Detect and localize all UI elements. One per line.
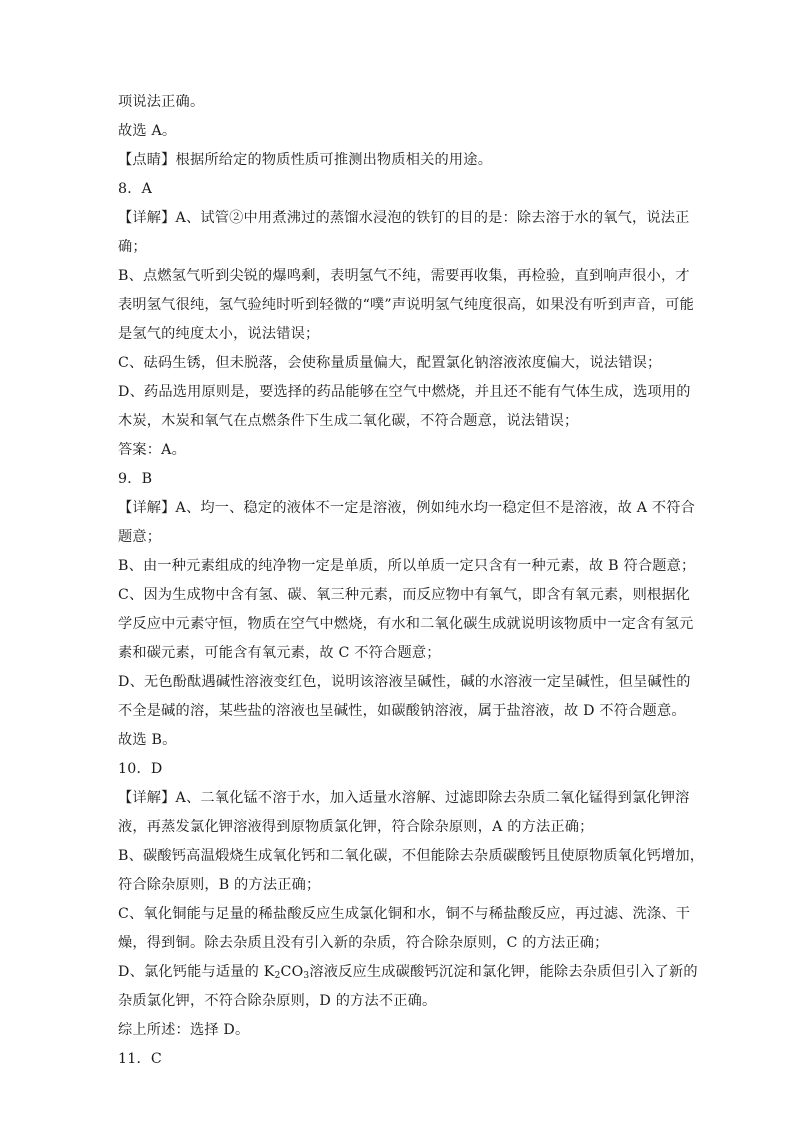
text-line: 【详解】A、试管②中用煮沸过的蒸馏水浸泡的铁钉的目的是：除去溶于水的氧气，说法正 <box>118 210 690 226</box>
text-line: 燥，得到铜。除去杂质且没有引入新的杂质，符合除杂原则，C 的方法正确； <box>118 935 609 951</box>
text-line: 【详解】A、均一、稳定的液体不一定是溶液，例如纯水均一稳定但不是溶液，故 A 不符合 <box>118 500 696 516</box>
text-line: 表明氢气很纯，氢气验纯时听到轻微的“噗”声说明氢气纯度很高，如果没有听到声音，可能 <box>118 297 695 313</box>
text-line: B、碳酸钙高温煅烧生成氧化钙和二氧化碳，不但能除去杂质碳酸钙且使原物质氧化钙增加， <box>118 848 705 864</box>
text-line: 答案：A。 <box>118 442 186 458</box>
text-line: 【详解】A、二氧化锰不溶于水，加入适量水溶解、过滤即除去杂质二氧化锰得到氯化钾溶 <box>118 790 690 806</box>
text-line: 确； <box>118 239 147 255</box>
text-line: C、砝码生锈，但未脱落，会使称量质量偏大，配置氯化钠溶液浓度偏大，说法错误； <box>118 355 662 371</box>
subscript: 3 <box>303 971 310 981</box>
text-line: 题意； <box>118 529 162 545</box>
text-line: 不全是碱的溶，某些盐的溶液也呈碱性，如碳酸钠溶液，属于盐溶液，故 D 不符合题意。 <box>118 703 686 719</box>
text-line: B、点燃氢气听到尖锐的爆鸣剩，表明氢气不纯，需要再收集，再检验，直到响声很小，才 <box>118 268 690 284</box>
formula-suffix: 溶液反应生成碳酸钙沉淀和氯化钾，能除去杂质但引入了新的 <box>309 964 698 980</box>
text-line: 综上所述：选择 D。 <box>118 1022 250 1038</box>
text-line: 素和碳元素，可能含有氧元素，故 C 不符合题意； <box>118 645 441 661</box>
text-line: 符合除杂原则，B 的方法正确； <box>118 877 321 893</box>
question-number: 8．A <box>118 181 153 197</box>
text-line: C、因为生成物中含有氢、碳、氧三种元素，而反应物中有氧气，即含有氧元素，则根据化 <box>118 587 691 603</box>
formula-prefix: D、氯化钙能与适量的 K <box>118 964 275 980</box>
text-line: B、由一种元素组成的纯净物一定是单质，所以单质一定只含有一种元素，故 B 符合题意； <box>118 558 696 574</box>
text-line: 故选 A。 <box>118 123 177 139</box>
formula-mid: CO <box>280 964 304 980</box>
text-line: D、药品选用原则是，要选择的药品能够在空气中燃烧，并且还不能有气体生成，选项用的 <box>118 384 691 400</box>
question-number: 11．C <box>118 1051 162 1067</box>
text-line: 【点睛】根据所给定的物质性质可推测出物质相关的用途。 <box>118 152 493 168</box>
subscript: 2 <box>274 971 281 981</box>
text-line: 项说法正确。 <box>118 94 205 110</box>
text-line: C、氧化铜能与足量的稀盐酸反应生成氯化铜和水，铜不与稀盐酸反应，再过滤、洗涤、干 <box>118 906 691 922</box>
text-line: 液，再蒸发氯化钾溶液得到原物质氯化钾，符合除杂原则，A 的方法正确； <box>118 819 594 835</box>
text-line: 杂质氯化钾，不符合除杂原则，D 的方法不正确。 <box>118 993 437 1009</box>
text-line: 是氢气的纯度太小，说法错误； <box>118 326 320 342</box>
text-line: 木炭，木炭和氧气在点燃条件下生成二氧化碳，不符合题意，说法错误； <box>118 413 579 429</box>
text-line: 故选 B。 <box>118 732 177 748</box>
text-line: 学反应中元素守恒，物质在空气中燃烧，有水和二氧化碳生成就说明该物质中一定含有氢元 <box>118 616 694 632</box>
text-line-with-formula <box>118 962 698 986</box>
question-number: 9．B <box>118 471 153 487</box>
text-line: D、无色酚酞遇碱性溶液变红色，说明该溶液呈碱性，碱的水溶液一定呈碱性，但呈碱性的 <box>118 674 691 690</box>
question-number: 10．D <box>118 761 163 777</box>
